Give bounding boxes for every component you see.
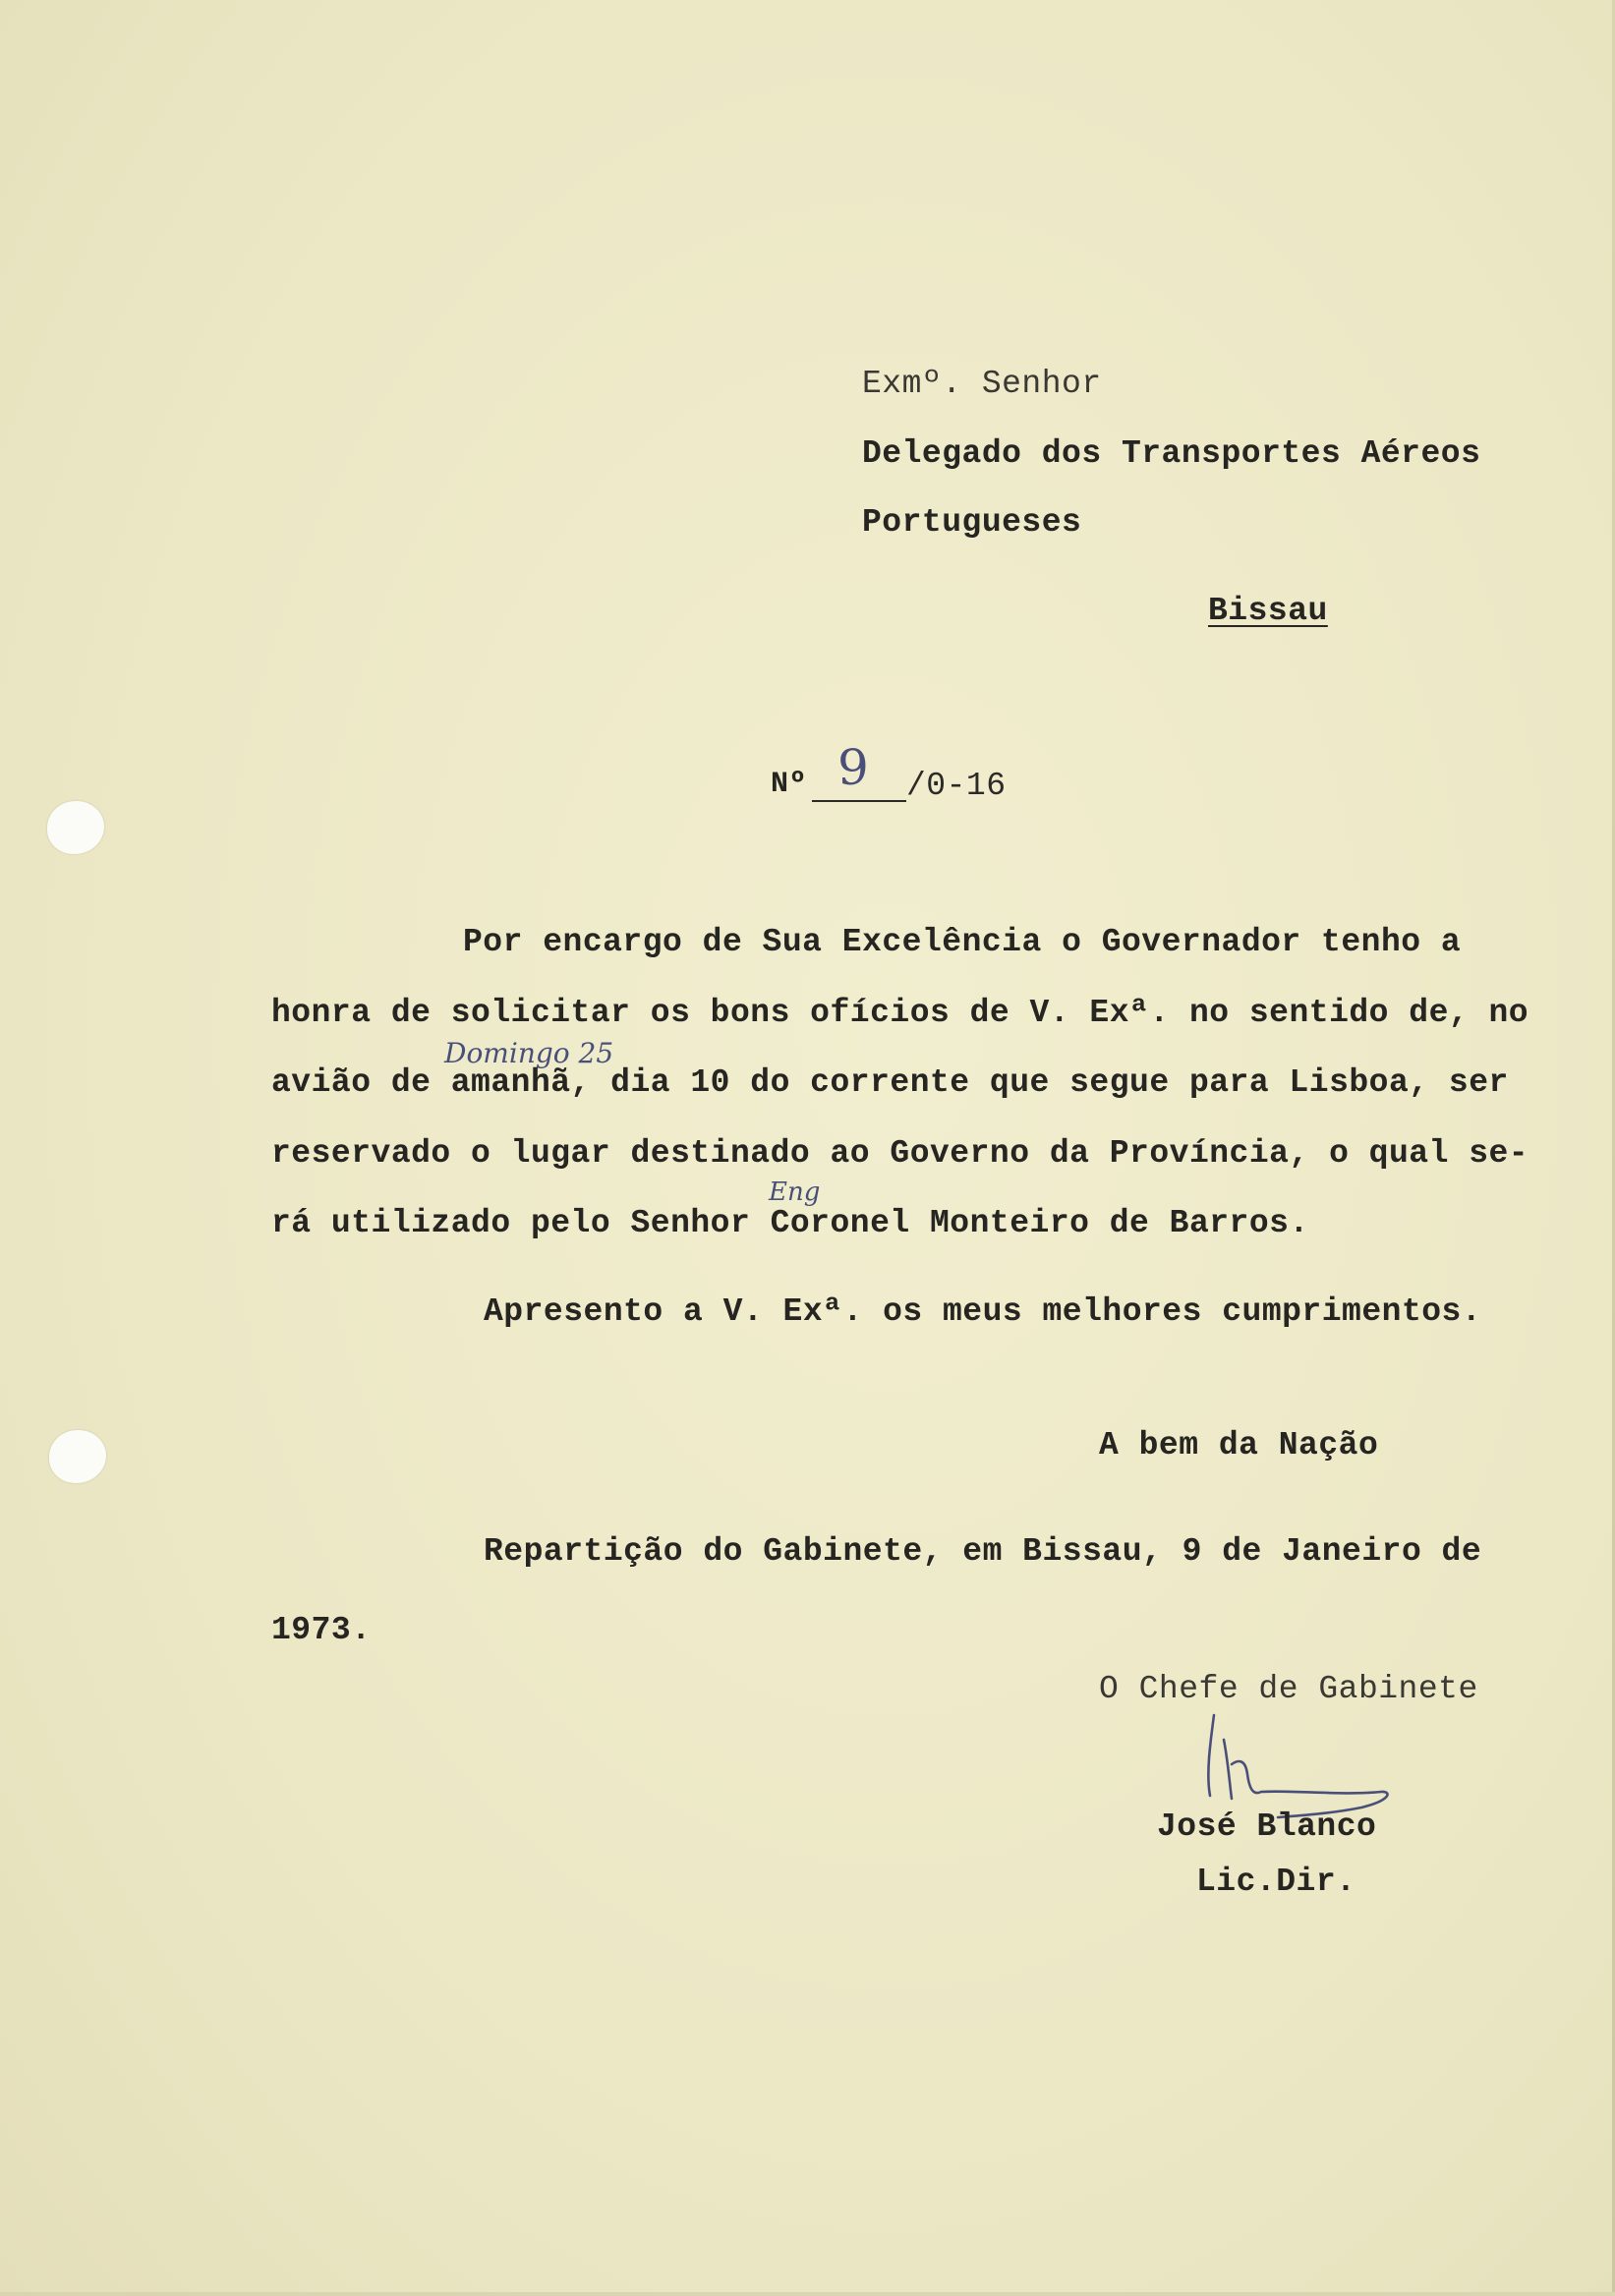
annotation-domingo: Domingo 25 <box>444 1037 614 1069</box>
recipient-line-1: Delegado dos Transportes Aéreos <box>862 435 1481 472</box>
valediction: A bem da Nação <box>1099 1427 1379 1464</box>
signature-name: José Blanco <box>1157 1808 1377 1845</box>
body-line-2: honra de solicitar os bons ofícios de V. Exª. no sentido de, no <box>271 995 1529 1031</box>
body-line-1: Por encargo de Sua Excelência o Governador tenho a <box>463 924 1462 960</box>
recipient-line-2: Portugueses <box>862 504 1082 541</box>
annotation-eng: Eng <box>769 1177 821 1207</box>
reference-prefix: Nº <box>771 768 808 801</box>
punch-hole-top <box>47 801 104 854</box>
body-line-5: rá utilizado pelo Senhor Coronel Monteiro de Barros. <box>271 1205 1309 1241</box>
reference-blank-line <box>812 800 906 802</box>
punch-hole-bottom <box>49 1430 106 1483</box>
signature-title: O Chefe de Gabinete <box>1099 1671 1478 1707</box>
date-line: Repartição do Gabinete, em Bissau, 9 de Janeiro de <box>484 1533 1482 1570</box>
recipient-city: Bissau <box>1208 593 1328 629</box>
reference-number-handwritten: 9 <box>837 739 869 796</box>
reference-suffix: /0-16 <box>906 768 1007 804</box>
body-line-4: reservado o lugar destinado ao Governo da Província, o qual se- <box>271 1135 1529 1172</box>
page-edge-bottom <box>0 2292 1615 2296</box>
recipient-salutation: Exmº. Senhor <box>862 366 1102 402</box>
body-line-3: avião de amanhã, dia 10 do corrente que segue para Lisboa, ser <box>271 1064 1509 1101</box>
signature-credentials: Lic.Dir. <box>1196 1864 1356 1900</box>
date-year: 1973. <box>271 1612 372 1648</box>
closing-line: Apresento a V. Exª. os meus melhores cumprimentos. <box>484 1293 1482 1330</box>
